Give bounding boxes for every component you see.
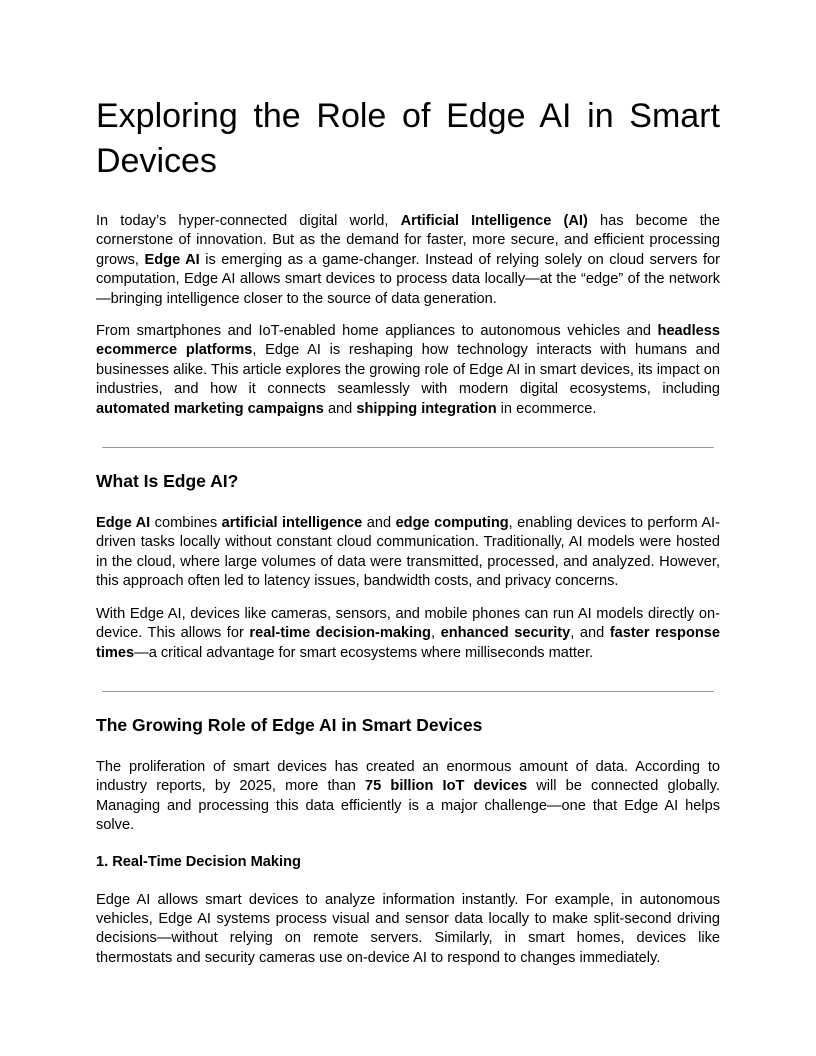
text-run: combines (150, 515, 222, 532)
bold-term-enhanced-security: enhanced security (440, 625, 571, 642)
text-run: , enabling devices to perform AI-driven tasks locally without constant cloud communication. Traditionally, AI models were hosted in the cloud, where large volumes of data were transmitted, processed, and analyzed. However, this approach often led to latency issues, bandwidth costs, and privacy concerns. (96, 515, 720, 590)
subsection-heading-real-time: 1. Real-Time Decision Making (96, 853, 301, 870)
text-run: has become the cornerstone of innovation. But as the demand for faster, more secure, and efficient processing grows, (96, 213, 720, 268)
text-run: , (430, 625, 441, 642)
text-run: , and (570, 625, 610, 642)
bold-term-iot-devices: 75 billion IoT devices (365, 778, 528, 795)
text-run: The proliferation of smart devices has created an enormous amount of data. According to industry reports, by 2025, more than (96, 758, 720, 795)
section2-paragraph-1 (96, 758, 720, 836)
bold-term-edge-ai: Edge AI (96, 515, 151, 532)
section-heading-growing-role: The Growing Role of Edge AI in Smart Devices (96, 714, 483, 735)
bold-term-real-time-decision: real-time decision-making (249, 625, 431, 642)
bold-term-edge-ai: Edge AI (144, 251, 200, 268)
section1-paragraph-2 (96, 605, 720, 663)
text-run: —a critical advantage for smart ecosystems where milliseconds matter. (134, 644, 594, 661)
text-run: in ecommerce. (496, 400, 597, 417)
bold-term-faster-response: faster response times (96, 625, 721, 661)
text-run: and (362, 515, 396, 532)
section1-paragraph-1 (96, 514, 720, 592)
intro-paragraph-2 (96, 322, 720, 419)
section-divider-1 (102, 447, 714, 448)
text-run: is emerging as a game-changer. Instead of relying solely on cloud servers for computation, Edge AI allows smart devices to process data locally—at the “edge” of the network—bringing intelligence closer to the source of data generation. (96, 251, 720, 307)
text-run: , Edge AI is reshaping how technology interacts with humans and businesses alike. This article explores the growing role of Edge AI in smart devices, its impact on industries, and how it connects seamlessly with modern digital ecosystems, including (96, 342, 720, 398)
text-run: From smartphones and IoT-enabled home appliances to autonomous vehicles and (96, 323, 658, 340)
document-title (96, 94, 720, 184)
title-line-2: Devices (96, 142, 217, 180)
bold-term-headless-ecommerce: headless ecommerce platforms (96, 323, 720, 359)
section-heading-what-is-edge-ai: What Is Edge AI? (96, 471, 239, 492)
bold-term-artificial-intelligence: Artificial Intelligence (AI) (400, 213, 588, 229)
bold-term-edge-computing: edge computing (395, 515, 509, 532)
bold-term-shipping-integration: shipping integration (356, 400, 497, 417)
text-run: In today’s hyper-connected digital world, (96, 213, 401, 229)
text-run: will be connected globally. Managing and processing this data efficiently is a major challenge—one that Edge AI helps solve. (96, 778, 720, 834)
section-divider-2 (102, 691, 714, 692)
intro-paragraph-1 (96, 212, 720, 309)
text-run: and (323, 400, 357, 417)
bold-term-artificial-intelligence: artificial intelligence (221, 515, 363, 532)
title-line-1: Exploring the Role of Edge AI in Smart (96, 97, 720, 135)
subsection1-paragraph-1: Edge AI allows smart devices to analyze information instantly. For example, in autonomous vehicles, Edge AI systems process visual and sensor data locally to make split-second driving decisions—without relying on remote servers. Similarly, in smart homes, devices like thermostats and security cameras use on-device AI to respond to changes immediately. (96, 891, 720, 966)
bold-term-automated-marketing: automated marketing campaigns (96, 400, 324, 417)
text-run: With Edge AI, devices like cameras, sensors, and mobile phones can run AI models directly on-device. This allows for (96, 605, 720, 642)
